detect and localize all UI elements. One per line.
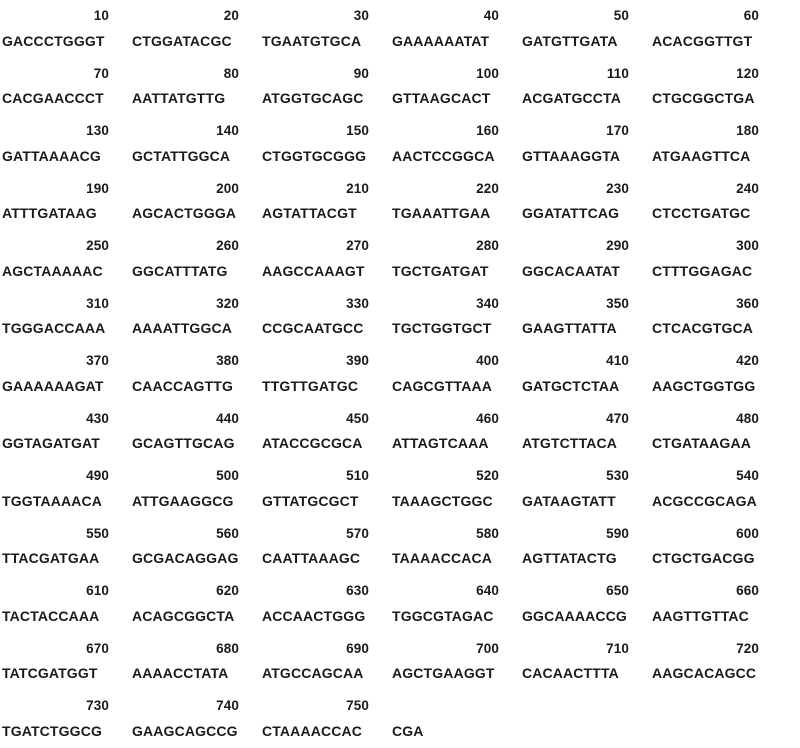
position-ruler bbox=[0, 345, 790, 369]
position-ruler bbox=[0, 115, 790, 139]
sequence-block[interactable]: CAGCGTTAAA bbox=[392, 377, 493, 394]
position-label: 150 bbox=[346, 123, 369, 138]
sequence-block[interactable]: GAAAAAATAT bbox=[392, 32, 490, 49]
position-label: 720 bbox=[736, 640, 759, 656]
position-label: 240 bbox=[736, 180, 759, 196]
position-label: 190 bbox=[86, 180, 109, 196]
sequence-block[interactable]: GGTAGATGAT bbox=[2, 435, 100, 452]
sequence-block[interactable]: TGCTGATGAT bbox=[392, 262, 489, 279]
sequence-block[interactable]: CAATTAAAGC bbox=[262, 550, 361, 567]
sequence-block[interactable]: TGCTGGTGCT bbox=[392, 320, 492, 337]
position-label: 310 bbox=[86, 295, 109, 311]
sequence-row bbox=[0, 403, 800, 461]
sequence-block[interactable]: CGA bbox=[392, 722, 424, 739]
position-ruler bbox=[0, 518, 790, 542]
sequence-row bbox=[0, 633, 800, 691]
sequence-row bbox=[0, 690, 800, 748]
position-label: 180 bbox=[736, 123, 759, 138]
sequence-block[interactable]: CTGCGGCTGA bbox=[652, 90, 755, 107]
sequence-line[interactable] bbox=[0, 254, 790, 288]
sequence-block[interactable]: TAAAGCTGGC bbox=[392, 492, 493, 509]
position-label: 400 bbox=[476, 353, 499, 368]
position-label: 670 bbox=[86, 640, 109, 656]
sequence-row bbox=[0, 345, 800, 403]
sequence-block[interactable]: CACAACTTTA bbox=[522, 665, 619, 682]
sequence-block[interactable]: GCAGTTGCAG bbox=[132, 435, 235, 452]
sequence-block[interactable]: GGCACAATAT bbox=[522, 262, 620, 279]
position-label: 40 bbox=[483, 8, 499, 23]
sequence-block[interactable]: CTTTGGAGAC bbox=[652, 262, 753, 279]
position-label: 600 bbox=[736, 525, 759, 541]
sequence-block[interactable]: AAAATTGGCA bbox=[132, 320, 233, 337]
sequence-block[interactable]: ACGATGCCTA bbox=[522, 90, 621, 107]
sequence-block[interactable]: GATTAAAACG bbox=[2, 147, 101, 164]
sequence-block[interactable]: TGAATGTGCA bbox=[262, 32, 362, 49]
sequence-line[interactable] bbox=[0, 82, 790, 116]
position-label: 650 bbox=[606, 583, 629, 598]
position-ruler bbox=[0, 690, 790, 714]
sequence-block[interactable]: AGCTAAAAAC bbox=[2, 262, 103, 279]
position-label: 380 bbox=[216, 353, 239, 368]
sequence-block[interactable]: TTGTTGATGC bbox=[262, 377, 359, 394]
sequence-block[interactable]: TTACGATGAA bbox=[2, 550, 100, 567]
position-label: 680 bbox=[216, 640, 239, 656]
position-label: 520 bbox=[476, 468, 499, 483]
position-label: 300 bbox=[736, 238, 759, 253]
position-label: 100 bbox=[476, 65, 499, 81]
sequence-block[interactable]: AGCTGAAGGT bbox=[392, 665, 495, 682]
sequence-block[interactable]: ACGCCGCAGA bbox=[652, 492, 757, 509]
sequence-block[interactable]: CTGGTGCGGG bbox=[262, 147, 367, 164]
sequence-block[interactable]: ATGGTGCAGC bbox=[262, 90, 364, 107]
sequence-block[interactable]: AACTCCGGCA bbox=[392, 147, 495, 164]
position-label: 660 bbox=[736, 583, 759, 598]
position-label: 440 bbox=[216, 410, 239, 426]
sequence-line[interactable] bbox=[0, 714, 790, 748]
sequence-block[interactable]: GTTAAAGGTA bbox=[522, 147, 621, 164]
sequence-block[interactable]: GATGCTCTAA bbox=[522, 377, 620, 394]
position-label: 80 bbox=[223, 65, 239, 81]
position-label: 30 bbox=[353, 8, 369, 23]
position-label: 290 bbox=[606, 238, 629, 253]
position-label: 210 bbox=[346, 180, 369, 196]
sequence-block[interactable]: AAAACCTATA bbox=[132, 665, 229, 682]
sequence-block[interactable]: GAAGTTATTA bbox=[522, 320, 617, 337]
sequence-block[interactable]: GATGTTGATA bbox=[522, 32, 618, 49]
position-label: 420 bbox=[736, 353, 759, 368]
sequence-block[interactable]: AAGCACAGCC bbox=[652, 665, 757, 682]
position-label: 130 bbox=[86, 123, 109, 138]
position-label: 580 bbox=[476, 525, 499, 541]
sequence-block[interactable]: AAGCCAAAGT bbox=[262, 262, 365, 279]
position-label: 10 bbox=[93, 8, 109, 23]
sequence-block[interactable]: GGCATTTATG bbox=[132, 262, 228, 279]
position-ruler bbox=[0, 288, 790, 312]
position-ruler bbox=[0, 575, 790, 599]
position-label: 480 bbox=[736, 410, 759, 426]
sequence-block[interactable]: GAAGCAGCCG bbox=[132, 722, 238, 739]
position-label: 730 bbox=[86, 698, 109, 713]
sequence-block[interactable]: AGTATTACGT bbox=[262, 205, 357, 222]
position-label: 370 bbox=[86, 353, 109, 368]
position-label: 140 bbox=[216, 123, 239, 138]
sequence-block[interactable]: TGGGACCAAA bbox=[2, 320, 106, 337]
sequence-line[interactable] bbox=[0, 427, 790, 461]
position-label: 120 bbox=[736, 65, 759, 81]
sequence-row bbox=[0, 58, 800, 116]
position-ruler bbox=[0, 0, 790, 24]
position-label: 340 bbox=[476, 295, 499, 311]
sequence-line[interactable] bbox=[0, 139, 790, 173]
sequence-line[interactable] bbox=[0, 369, 790, 403]
position-label: 700 bbox=[476, 640, 499, 656]
sequence-line[interactable] bbox=[0, 657, 790, 691]
sequence-line[interactable] bbox=[0, 484, 790, 518]
position-label: 710 bbox=[606, 640, 629, 656]
sequence-block[interactable]: GCTATTGGCA bbox=[132, 147, 231, 164]
sequence-row bbox=[0, 518, 800, 576]
sequence-block[interactable]: CCGCAATGCC bbox=[262, 320, 364, 337]
position-label: 170 bbox=[606, 123, 629, 138]
position-label: 390 bbox=[346, 353, 369, 368]
sequence-line[interactable] bbox=[0, 312, 790, 346]
sequence-row bbox=[0, 0, 800, 58]
sequence-block[interactable]: AAGTTGTTAC bbox=[652, 607, 749, 624]
sequence-block[interactable]: AGCACTGGGA bbox=[132, 205, 237, 222]
position-label: 450 bbox=[346, 410, 369, 426]
sequence-block[interactable]: AAGCTGGTGG bbox=[652, 377, 756, 394]
position-label: 220 bbox=[476, 180, 499, 196]
position-label: 270 bbox=[346, 238, 369, 253]
position-label: 360 bbox=[736, 295, 759, 311]
position-label: 110 bbox=[606, 65, 629, 81]
sequence-block[interactable]: GCGACAGGAG bbox=[132, 550, 239, 567]
position-label: 530 bbox=[606, 468, 629, 483]
sequence-line[interactable] bbox=[0, 197, 790, 231]
position-label: 610 bbox=[86, 583, 109, 598]
position-ruler bbox=[0, 230, 790, 254]
sequence-block[interactable]: ATGTCTTACA bbox=[522, 435, 618, 452]
position-label: 490 bbox=[86, 468, 109, 483]
sequence-block[interactable]: CACGAACCCT bbox=[2, 90, 104, 107]
position-label: 570 bbox=[346, 525, 369, 541]
sequence-block[interactable]: ATGCCAGCAA bbox=[262, 665, 364, 682]
sequence-block[interactable]: ATTGAAGGCG bbox=[132, 492, 234, 509]
sequence-block[interactable]: GGCAAAACCG bbox=[522, 607, 627, 624]
sequence-block[interactable]: TATCGATGGT bbox=[2, 665, 98, 682]
position-ruler bbox=[0, 403, 790, 427]
position-label: 90 bbox=[353, 65, 369, 81]
sequence-block[interactable]: CTGATAAGAA bbox=[652, 435, 751, 452]
position-label: 540 bbox=[736, 468, 759, 483]
sequence-row bbox=[0, 173, 800, 231]
sequence-row bbox=[0, 460, 800, 518]
sequence-block[interactable]: GACCCTGGGT bbox=[2, 32, 105, 49]
sequence-block[interactable]: TGAAATTGAA bbox=[392, 205, 491, 222]
sequence-row bbox=[0, 288, 800, 346]
position-label: 460 bbox=[476, 410, 499, 426]
sequence-block[interactable]: TGATCTGGCG bbox=[2, 722, 103, 739]
position-label: 630 bbox=[346, 583, 369, 598]
sequence-block[interactable]: ACAGCGGCTA bbox=[132, 607, 235, 624]
position-ruler bbox=[0, 633, 790, 657]
position-label: 510 bbox=[346, 468, 369, 483]
position-label: 500 bbox=[216, 468, 239, 483]
sequence-row bbox=[0, 230, 800, 288]
sequence-block[interactable]: CTCACGTGCA bbox=[652, 320, 754, 337]
position-label: 20 bbox=[223, 8, 239, 23]
position-label: 280 bbox=[476, 238, 499, 253]
position-label: 590 bbox=[606, 525, 629, 541]
position-label: 330 bbox=[346, 295, 369, 311]
sequence-block[interactable]: ACCAACTGGG bbox=[262, 607, 366, 624]
position-label: 620 bbox=[216, 583, 239, 598]
sequence-block[interactable]: AATTATGTTG bbox=[132, 90, 226, 107]
position-label: 430 bbox=[86, 410, 109, 426]
position-label: 640 bbox=[476, 583, 499, 598]
sequence-block[interactable]: ATGAAGTTCA bbox=[652, 147, 751, 164]
sequence-block[interactable]: TGGCGTAGAC bbox=[392, 607, 494, 624]
position-label: 160 bbox=[476, 123, 499, 138]
position-label: 690 bbox=[346, 640, 369, 656]
sequence-line[interactable] bbox=[0, 542, 790, 576]
position-label: 60 bbox=[743, 8, 759, 23]
sequence-block[interactable]: TAAAACCACA bbox=[392, 550, 493, 567]
position-label: 250 bbox=[86, 238, 109, 253]
sequence-row bbox=[0, 115, 800, 173]
sequence-block[interactable]: ATACCGCGCA bbox=[262, 435, 363, 452]
position-label: 350 bbox=[606, 295, 629, 311]
sequence-block[interactable]: ACACGGTTGT bbox=[652, 32, 753, 49]
sequence-block[interactable]: CTGCTGACGG bbox=[652, 550, 755, 567]
sequence-block[interactable]: CAACCAGTTG bbox=[132, 377, 234, 394]
position-label: 50 bbox=[613, 8, 629, 23]
position-ruler bbox=[0, 173, 790, 197]
sequence-block[interactable]: GTTATGCGCT bbox=[262, 492, 359, 509]
sequence-block[interactable]: GATAAGTATT bbox=[522, 492, 616, 509]
sequence-block[interactable]: TGGTAAAACA bbox=[2, 492, 103, 509]
position-label: 560 bbox=[216, 525, 239, 541]
position-label: 410 bbox=[606, 353, 629, 368]
sequence-block[interactable]: ATTAGTCAAA bbox=[392, 435, 489, 452]
sequence-block[interactable]: GAAAAAAGAT bbox=[2, 377, 104, 394]
sequence-block[interactable]: TACTACCAAA bbox=[2, 607, 100, 624]
position-label: 260 bbox=[216, 238, 239, 253]
sequence-block[interactable]: CTCCTGATGC bbox=[652, 205, 751, 222]
sequence-block[interactable]: CTGGATACGC bbox=[132, 32, 232, 49]
position-label: 740 bbox=[216, 698, 239, 713]
position-label: 200 bbox=[216, 180, 239, 196]
sequence-block[interactable]: GTTAAGCACT bbox=[392, 90, 491, 107]
position-label: 320 bbox=[216, 295, 239, 311]
position-ruler bbox=[0, 58, 790, 82]
sequence-block[interactable]: ATTTGATAAG bbox=[2, 205, 97, 222]
position-label: 750 bbox=[346, 698, 369, 713]
sequence-block[interactable]: CTAAAACCAC bbox=[262, 722, 363, 739]
position-label: 230 bbox=[606, 180, 629, 196]
sequence-block[interactable]: AGTTATACTG bbox=[522, 550, 617, 567]
sequence-line[interactable] bbox=[0, 599, 790, 633]
position-label: 550 bbox=[86, 525, 109, 541]
sequence-row bbox=[0, 575, 800, 633]
position-label: 70 bbox=[93, 65, 109, 81]
sequence-line[interactable] bbox=[0, 24, 790, 58]
position-label: 470 bbox=[606, 410, 629, 426]
sequence-block[interactable]: GGATATTCAG bbox=[522, 205, 620, 222]
position-ruler bbox=[0, 460, 790, 484]
